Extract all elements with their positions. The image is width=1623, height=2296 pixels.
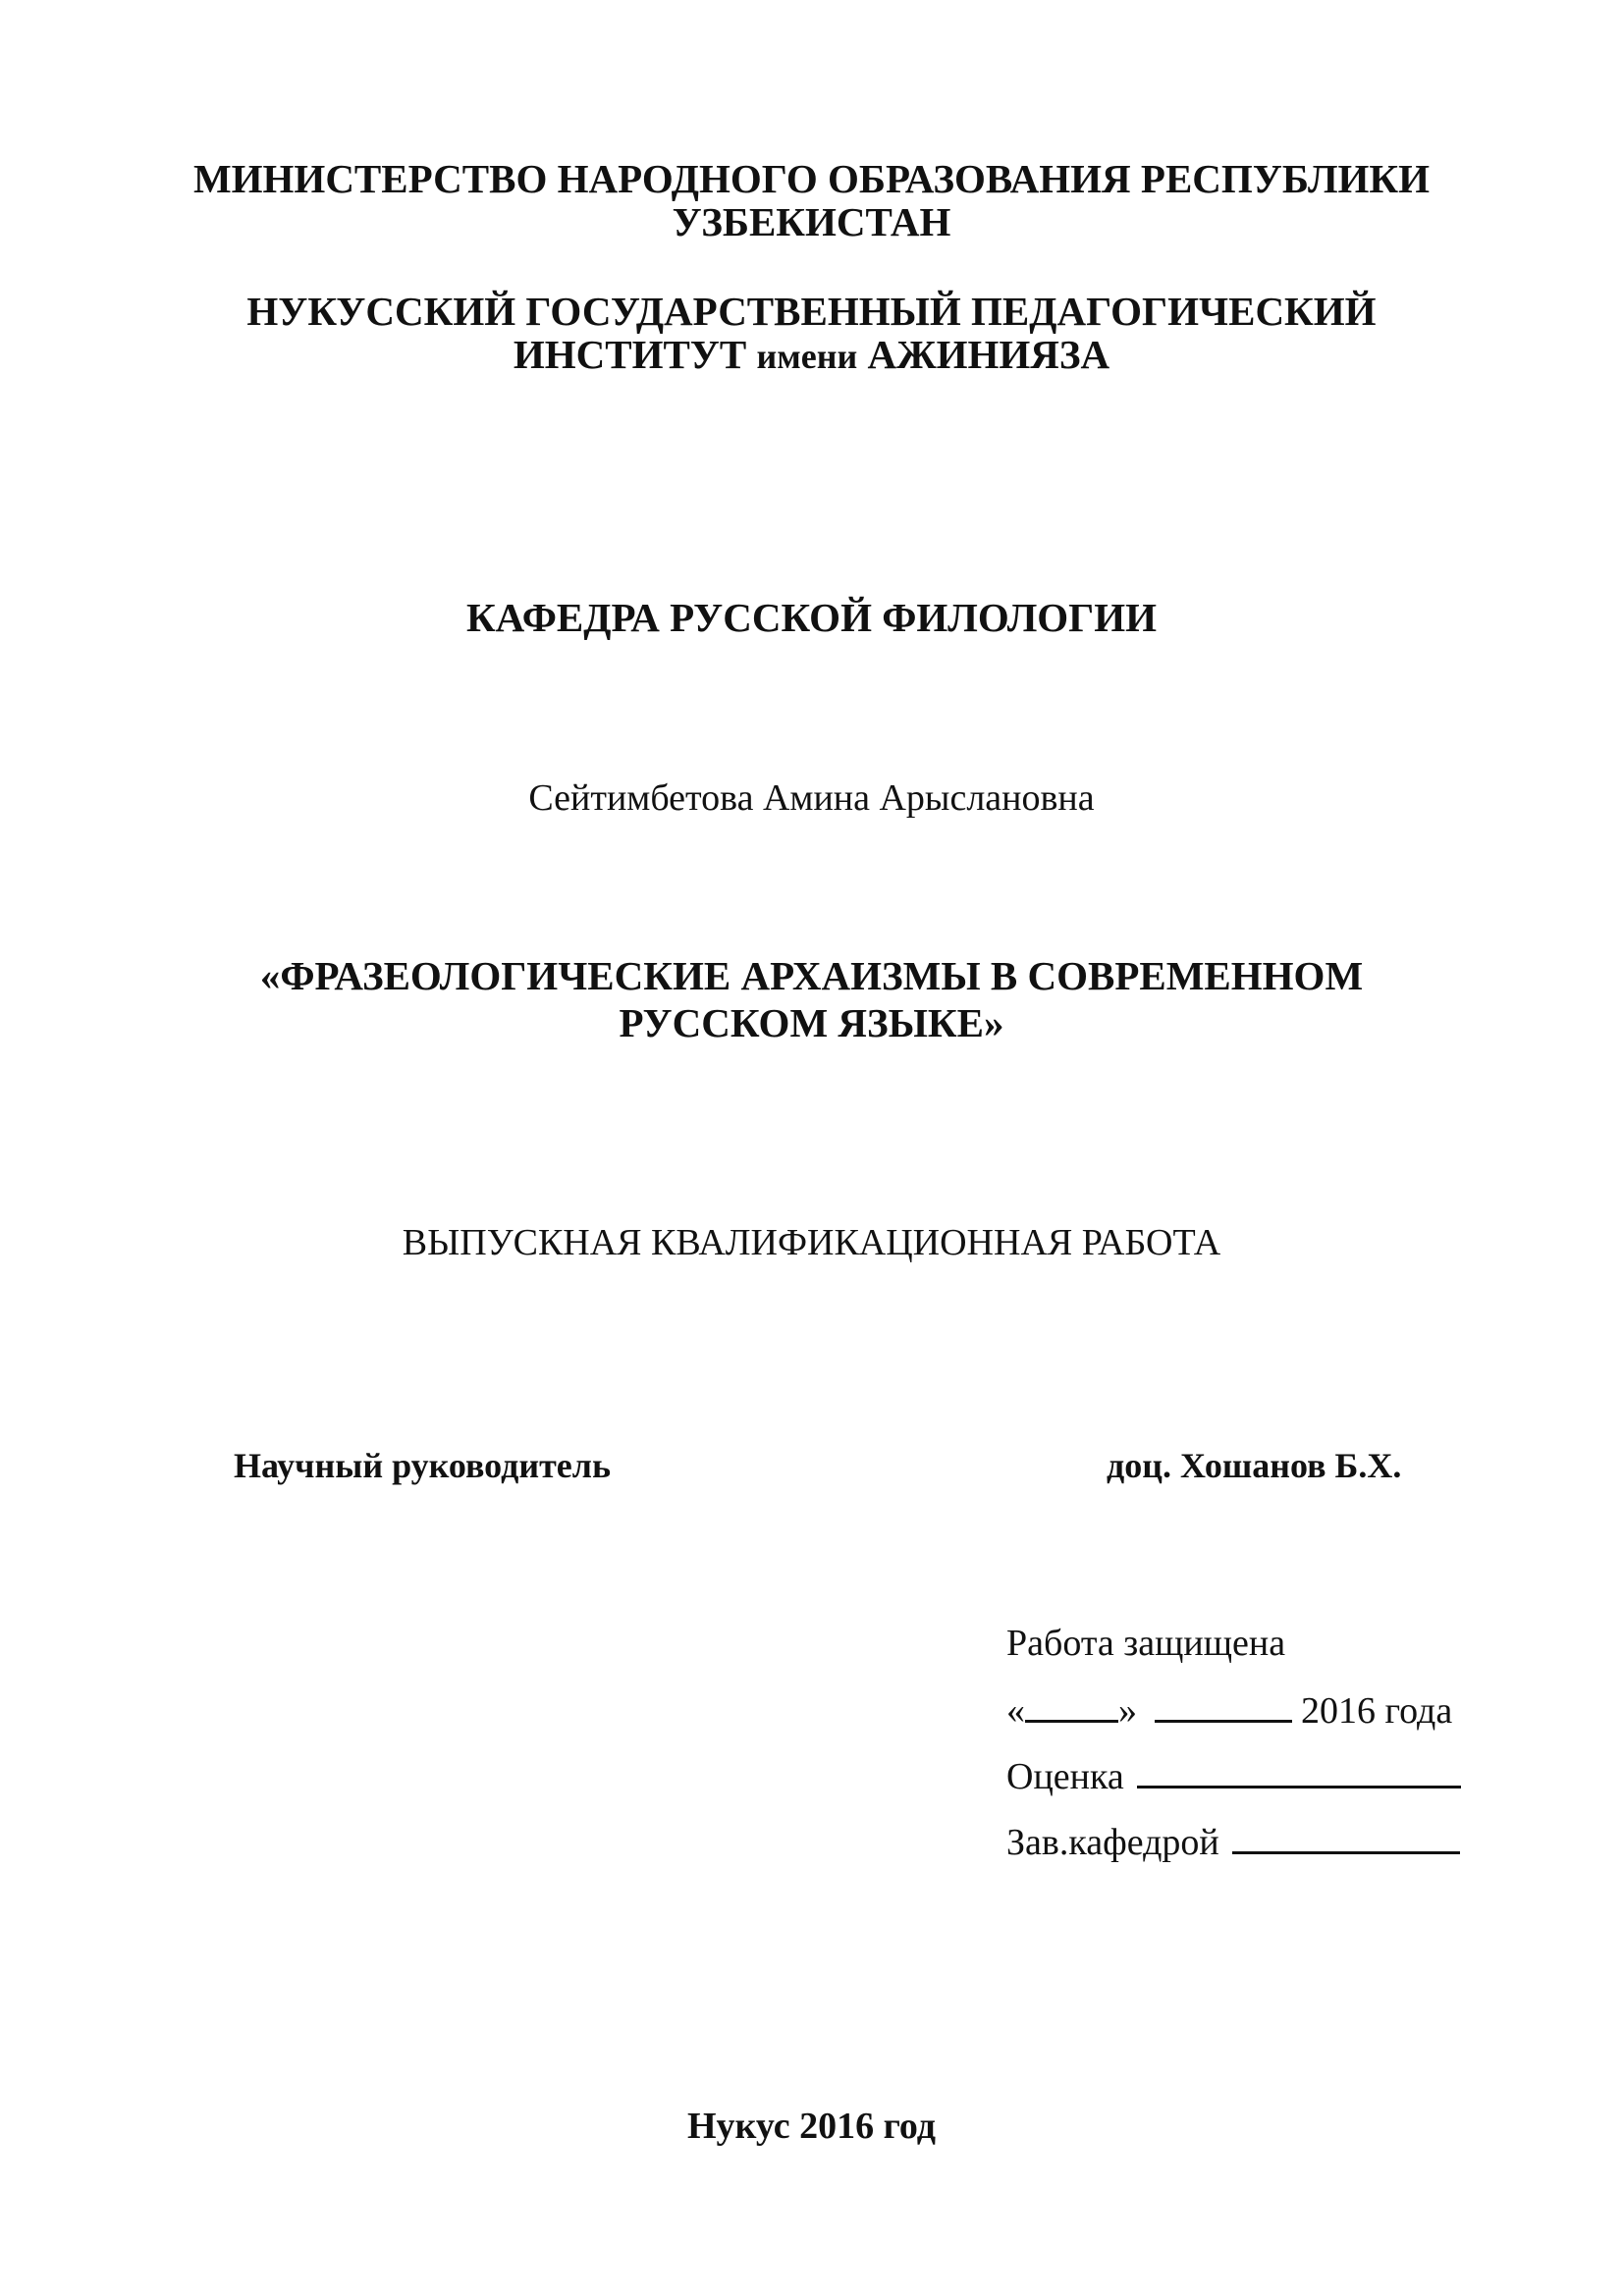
head-label: Зав.кафедрой (1006, 1822, 1219, 1863)
institute-word: ИНСТИТУТ (513, 332, 757, 377)
thesis-title-line-1: «ФРАЗЕОЛОГИЧЕСКИЕ АРХАИЗМЫ В СОВРЕМЕННОМ (259, 953, 1364, 998)
day-blank (1025, 1690, 1118, 1723)
date-year: 2016 года (1301, 1690, 1453, 1732)
department-heading: КАФЕДРА РУССКОЙ ФИЛОЛОГИИ (465, 595, 1158, 640)
institute-line-2 (0, 332, 1623, 377)
supervisor-name: доц. Хошанов Б.Х. (1107, 1446, 1402, 1485)
ministry-line-1: МИНИСТЕРСТВО НАРОДНОГО ОБРАЗОВАНИЯ РЕСПУБЛИКИ (192, 156, 1431, 201)
ministry-line-2: УЗБЕКИСТАН (672, 199, 951, 244)
institute-name: АЖИНИЯЗА (857, 332, 1110, 377)
month-blank (1155, 1690, 1292, 1723)
work-type: ВЫПУСКНАЯ КВАЛИФИКАЦИОННАЯ РАБОТА (402, 1222, 1221, 1263)
footer-city-year: Нукус 2016 год (686, 2106, 937, 2147)
institute-line-1: НУКУССКИЙ ГОСУДАРСТВЕННЫЙ ПЕДАГОГИЧЕСКИЙ (246, 289, 1377, 334)
grade-label: Оценка (1006, 1756, 1124, 1797)
thesis-title-line-2: РУССКОМ ЯЗЫКЕ» (619, 1000, 1004, 1045)
head-signature-blank (1232, 1822, 1460, 1854)
institute-imeni: имени (756, 337, 858, 376)
date-open-quote: « (1006, 1690, 1025, 1732)
supervisor-label: Научный руководитель (234, 1446, 611, 1485)
date-close-quote: » (1118, 1690, 1137, 1732)
defense-grade-row (1006, 1756, 1461, 1795)
grade-blank (1137, 1756, 1461, 1789)
defense-date-row (1006, 1690, 1452, 1730)
author-name: Сейтимбетова Амина Арыслановна (528, 777, 1095, 819)
defense-protected-label: Работа защищена (1006, 1623, 1286, 1664)
defense-head-row (1006, 1822, 1460, 1861)
